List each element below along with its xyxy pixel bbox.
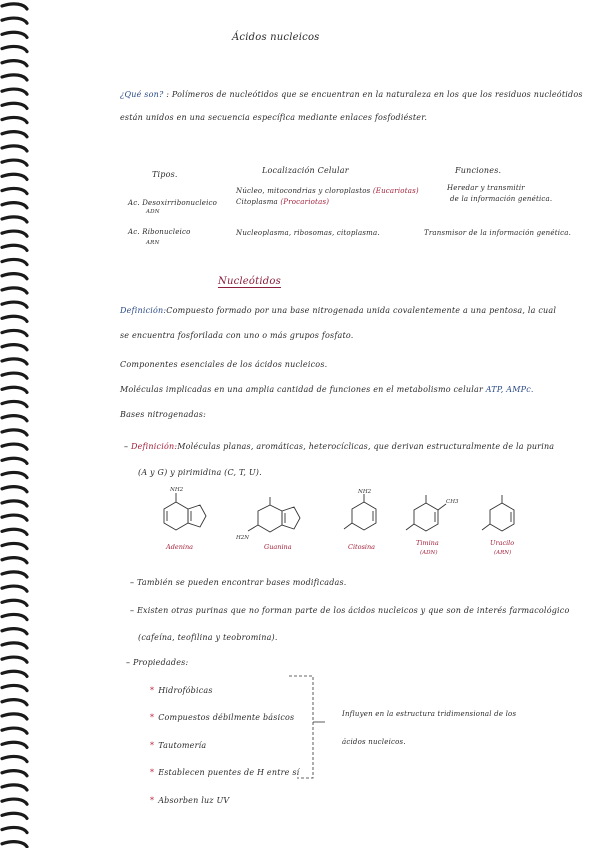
- definition-line: [120, 306, 556, 315]
- intro-line-1: ¿Qué son? : Polímeros de nucleótidos que se encuentran en la naturaleza en los que los residuos nucleótidos: [120, 90, 583, 99]
- spiral-ring: [2, 529, 27, 534]
- spiral-ring: [2, 487, 27, 492]
- spiral-ring: [2, 501, 27, 506]
- adenine-label: Adenina: [166, 543, 194, 551]
- table-row-location-2: Citoplasma (Procariotas): [236, 198, 330, 206]
- table-row-function: Heredar y transmitir: [447, 184, 525, 192]
- spiral-ring: [2, 430, 27, 435]
- properties-bracket: [285, 672, 335, 784]
- table-row-type: Ac. Desoxirribonucleico: [128, 199, 218, 207]
- cytosine-label: Citosina: [348, 543, 376, 551]
- spiral-ring: [2, 245, 27, 250]
- spiral-ring: [2, 160, 27, 165]
- bases-definition-text-2: (A y G) y pirimidina (C, T, U).: [138, 468, 262, 477]
- table-row-location: Nucleoplasma, ribosomas, citoplasma.: [236, 229, 380, 237]
- spiral-ring: [2, 373, 27, 378]
- spiral-ring: [2, 771, 27, 776]
- spiral-ring: [2, 359, 27, 364]
- property-item: * Establecen puentes de H entre sí: [150, 768, 300, 777]
- definition-text: Compuesto formado por una base nitrogenada unida covalentemente a una pentosa, la cual: [166, 306, 557, 315]
- spiral-ring: [2, 785, 27, 790]
- definition-label: Definición:: [120, 306, 167, 315]
- spiral-ring: [2, 614, 27, 619]
- property-item: * Hidrofóbicas: [150, 686, 213, 695]
- spiral-ring: [2, 458, 27, 463]
- line-components: Componentes esenciales de los ácidos nucleicos.: [120, 360, 328, 369]
- spiral-ring: [2, 146, 27, 151]
- bracket-text-2: ácidos nucleicos.: [342, 738, 406, 746]
- spiral-ring: [2, 827, 27, 832]
- spiral-ring: [2, 756, 27, 761]
- spiral-binding: [0, 0, 30, 848]
- section-title: Nucleótidos: [218, 276, 281, 287]
- spiral-ring: [2, 671, 27, 676]
- cytosine-structure: [338, 487, 390, 555]
- spiral-ring: [2, 387, 27, 392]
- spiral-ring: [2, 586, 27, 591]
- guanine-label: Guanina: [264, 543, 292, 551]
- spiral-ring: [2, 472, 27, 477]
- spiral-ring: [2, 302, 27, 307]
- table-row-abbr: ADN: [146, 209, 160, 215]
- spiral-ring: [2, 316, 27, 321]
- spiral-ring: [2, 558, 27, 563]
- thymine-group-label: CH3: [446, 499, 459, 505]
- spiral-ring: [2, 685, 27, 690]
- table-row-location: Núcleo, mitocondrias y cloroplastos (Eucariotas): [236, 187, 419, 195]
- table-row-function-2: de la información genética.: [450, 195, 553, 203]
- note-item: – Existen otras purinas que no forman parte de los ácidos nucleicos y que son de interés farmacológico: [130, 606, 570, 615]
- thymine-structure: [400, 490, 470, 562]
- uracil-label: Uracilo: [490, 539, 515, 547]
- spiral-ring: [2, 217, 27, 222]
- table-row-function: Transmisor de la información genética.: [424, 229, 572, 237]
- spiral-ring: [2, 401, 27, 406]
- bases-label: Bases nitrogenadas:: [120, 410, 206, 419]
- spiral-ring: [2, 46, 27, 51]
- cytosine-group-label: NH2: [358, 489, 372, 495]
- spiral-ring: [2, 515, 27, 520]
- table-header-location: Localización Celular: [262, 166, 349, 175]
- spiral-ring: [2, 188, 27, 193]
- spiral-ring: [2, 4, 27, 9]
- note-item: (cafeína, teofilina y teobromina).: [138, 633, 278, 642]
- adenine-structure: [150, 485, 222, 555]
- question-label: ¿Qué son?: [120, 90, 164, 99]
- spiral-ring: [2, 18, 27, 23]
- spiral-ring: [2, 75, 27, 80]
- spiral-ring: [2, 813, 27, 818]
- spiral-ring: [2, 174, 27, 179]
- property-item: * Absorben luz UV: [150, 796, 230, 805]
- uracil-abbr: (ARN): [494, 550, 512, 556]
- table-header-types: Tipos.: [152, 170, 178, 179]
- spiral-ring: [2, 842, 27, 847]
- definition-text-2: se encuentra fosforilada con uno o más grupos fosfato.: [120, 331, 354, 340]
- spiral-ring: [2, 543, 27, 548]
- property-item: * Compuestos débilmente básicos: [150, 713, 295, 722]
- spiral-ring: [2, 799, 27, 804]
- spiral-ring: [2, 629, 27, 634]
- table-header-functions: Funciones.: [455, 166, 502, 175]
- properties-label: – Propiedades:: [126, 658, 189, 667]
- page-title: Ácidos nucleicos: [232, 32, 320, 43]
- spiral-ring: [2, 444, 27, 449]
- spiral-ring: [2, 274, 27, 279]
- guanine-group-label: H2N: [236, 535, 250, 541]
- spiral-ring: [2, 643, 27, 648]
- spiral-ring: [2, 32, 27, 37]
- note-item: – También se pueden encontrar bases modificadas.: [130, 578, 347, 587]
- spiral-ring: [2, 700, 27, 705]
- spiral-ring: [2, 288, 27, 293]
- spiral-ring: [2, 203, 27, 208]
- property-item: * Tautomería: [150, 741, 207, 750]
- line-molecules: Moléculas implicadas en una amplia cantidad de funciones en el metabolismo celular ATP, AMPc.: [120, 385, 534, 394]
- spiral-ring: [2, 416, 27, 421]
- bracket-text: Influyen en la estructura tridimensional de los: [342, 710, 517, 718]
- spiral-ring: [2, 742, 27, 747]
- spiral-ring: [2, 117, 27, 122]
- spiral-ring: [2, 259, 27, 264]
- spiral-ring: [2, 103, 27, 108]
- spiral-ring: [2, 132, 27, 137]
- spiral-ring: [2, 61, 27, 66]
- table-row-type: Ac. Ribonucleico: [128, 228, 191, 236]
- question-text: Polímeros de nucleótidos que se encuentran en la naturaleza en los que los residuos nucleótidos: [171, 90, 583, 99]
- thymine-label: Timina: [416, 539, 439, 547]
- table-row-abbr: ARN: [146, 240, 160, 246]
- spiral-ring: [2, 89, 27, 94]
- bases-definition-label: Definición:: [130, 442, 178, 451]
- bases-definition-line: – Definición:Moléculas planas, aromáticas, heterocíclicas, que derivan estructuralmente de la purina: [124, 442, 555, 451]
- spiral-ring: [2, 728, 27, 733]
- guanine-structure: [236, 495, 318, 557]
- spiral-ring: [2, 657, 27, 662]
- adenine-group-label: NH2: [170, 487, 184, 493]
- spiral-ring: [2, 714, 27, 719]
- spiral-ring: [2, 345, 27, 350]
- spiral-ring: [2, 231, 27, 236]
- spiral-ring: [2, 330, 27, 335]
- thymine-abbr: (ADN): [420, 550, 438, 556]
- spiral-ring: [2, 572, 27, 577]
- uracil-structure: [478, 490, 538, 562]
- spiral-ring: [2, 600, 27, 605]
- question-text-2: están unidos en una secuencia específica mediante enlaces fosfodiéster.: [120, 113, 428, 122]
